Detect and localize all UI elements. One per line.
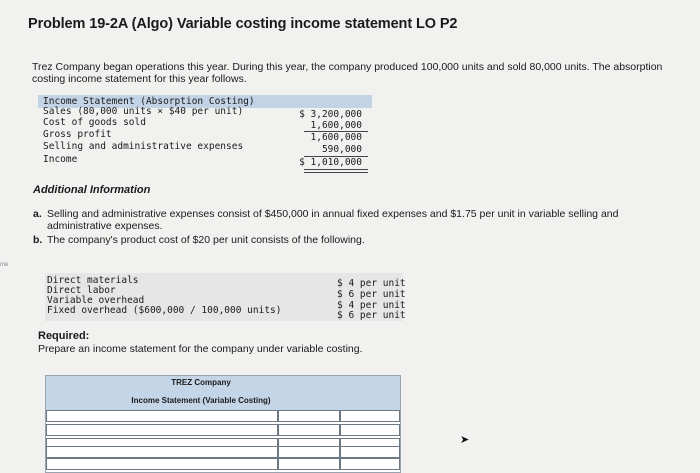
answer-row-1-label[interactable]: [46, 410, 278, 422]
answer-row-4-label[interactable]: [46, 446, 278, 458]
info-item-a: [33, 208, 663, 232]
selling-admin-label: Selling and administrative expenses: [43, 141, 244, 152]
answer-row-4-total[interactable]: [340, 446, 400, 458]
cogs-value: 1,600,000: [310, 120, 362, 131]
answer-row-1-amount[interactable]: [278, 410, 340, 422]
direct-materials-amount: $ 4 per unit: [337, 278, 406, 289]
variable-overhead-amount: $ 4 per unit: [337, 300, 406, 311]
answer-row-2-label[interactable]: [46, 424, 278, 436]
answer-row-5-amount[interactable]: [278, 458, 340, 470]
info-item-b: [33, 234, 663, 246]
margin-mark: me: [0, 262, 9, 268]
income-double-underline: [304, 169, 368, 173]
mouse-pointer-icon: ➤: [460, 434, 470, 446]
problem-title: Problem 19-2A (Algo) Variable costing income statement LO P2: [28, 16, 458, 32]
answer-row-5-label[interactable]: [46, 458, 278, 470]
direct-labor-label: Direct labor: [47, 285, 116, 296]
direct-labor-amount: $ 6 per unit: [337, 289, 406, 300]
answer-company-name: TREZ Company: [171, 378, 231, 387]
gross-profit-value: 1,600,000: [310, 132, 362, 143]
fixed-overhead-amount: $ 6 per unit: [337, 310, 406, 321]
income-value: $ 1,010,000: [299, 157, 362, 168]
gross-profit-label: Gross profit: [43, 129, 112, 140]
answer-statement-subtitle: Income Statement (Variable Costing): [131, 396, 271, 405]
income-label: Income: [43, 154, 78, 165]
answer-table-header: [46, 376, 400, 411]
product-cost-table: [45, 273, 406, 321]
answer-row-2-total[interactable]: [340, 424, 400, 436]
sales-label: Sales (80,000 units × $40 per unit): [43, 106, 244, 117]
statement-title: Income Statement (Absorption Costing): [43, 96, 255, 107]
required-heading: Required:: [38, 330, 90, 342]
info-text-a: Selling and administrative expenses consist of $450,000 in annual fixed expenses and $1.75 per unit in variable selling and administrative expenses.: [47, 208, 619, 232]
answer-row-1-total[interactable]: [340, 410, 400, 422]
selling-admin-value: 590,000: [321, 144, 362, 155]
variable-costing-answer-table: [45, 375, 401, 473]
additional-info-list: [33, 208, 663, 248]
answer-row-5-total[interactable]: [340, 458, 400, 470]
intro-text: Trez Company began operations this year. During this year, the company produced 100,000 units and sold 80,000 units. The absorption costing income statement for this year follows.: [32, 61, 663, 85]
info-marker-a: a.: [33, 208, 42, 220]
sales-value: $ 3,200,000: [299, 109, 362, 120]
fixed-overhead-label: Fixed overhead ($600,000 / 100,000 units): [47, 305, 282, 316]
required-text: Prepare an income statement for the company under variable costing.: [38, 343, 363, 355]
variable-overhead-label: Variable overhead: [47, 295, 145, 306]
answer-row-2-amount[interactable]: [278, 424, 340, 436]
info-marker-b: b.: [33, 234, 43, 246]
answer-row-4-amount[interactable]: [278, 446, 340, 458]
direct-materials-label: Direct materials: [47, 275, 139, 286]
cogs-label: Cost of goods sold: [43, 117, 146, 128]
info-text-b: The company's product cost of $20 per unit consists of the following.: [47, 234, 365, 246]
additional-info-heading: Additional Information: [33, 184, 151, 196]
